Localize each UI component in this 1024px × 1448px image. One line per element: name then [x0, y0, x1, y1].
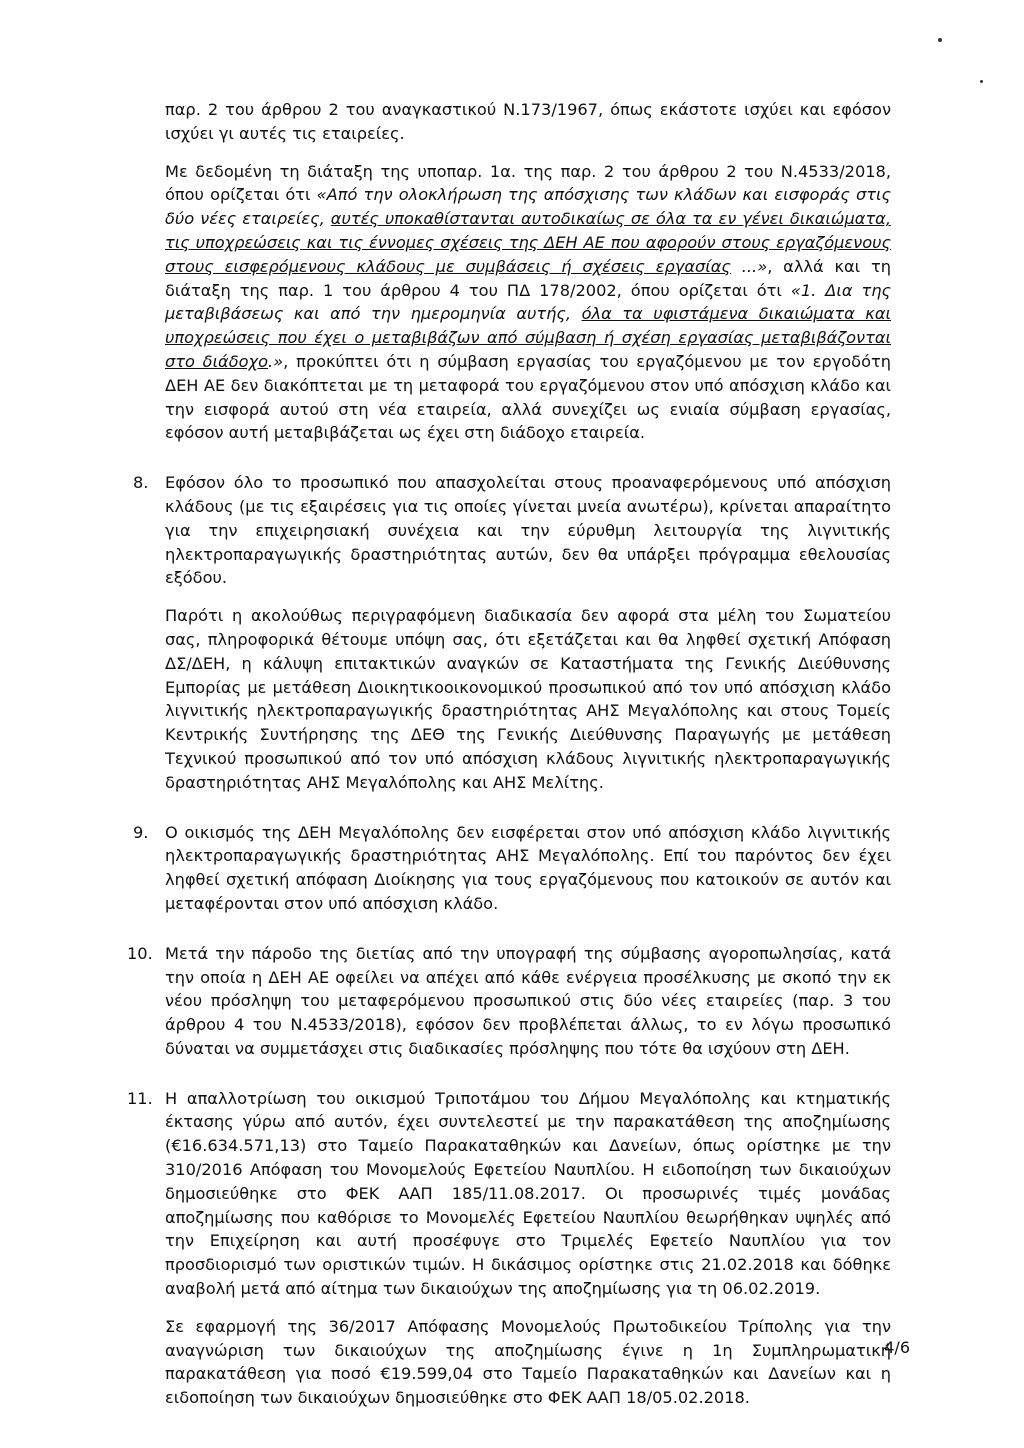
scan-speck: [938, 38, 942, 42]
law-quote-4533: «Από την ολοκλήρωση της απόσχισης των κλάδων και εισφοράς στις δύο νέες εταιρείες, αυτές υποκαθίστανται αυτοδικαίως σε όλα τα εν γένει δικαιώματα, τις υποχρεώσεις και τις έννομες σχέσεις της ΔΕΗ ΑΕ που αφορούν στους εργαζόμενους στους εισφερόμενους κλάδους με συμβάσεις ή σχέσεις εργασίας ...»: [165, 185, 892, 276]
item-paragraph: Σε εφαρμογή της 36/2017 Απόφασης Μονομελούς Πρωτοδικείου Τρίπολης για την αναγνώριση των δικαιούχων της αποζημίωσης έγινε η 1η Συμπληρωματική παρακατάθεση για ποσό €19.599,04 στο Ταμείο Παρακαταθηκών και Δανείων και η ειδοποίηση των δικαιούχων δημοσιεύθηκε στο ΦΕΚ ΑΑΠ 18/05.02.2018.: [165, 1316, 891, 1408]
intro-paragraph-1: παρ. 2 του άρθρου 2 του αναγκαστικού Ν.173/1967, όπως εκάστοτε ισχύει και εφόσον ισχύει γι αυτές τις εταιρείες.: [165, 100, 891, 143]
law-quote-4533-underlined: αυτές υποκαθίστανται αυτοδικαίως σε όλα τα εν γένει δικαιώματα, τις υποχρεώσεις και τις έννομες σχέσεις της ΔΕΗ ΑΕ που αφορούν στους εργαζόμενους στους εισφερόμενους κλάδους με συμβάσεις ή σχέσεις εργασίας: [165, 209, 891, 276]
numbered-item-9: [0, 821, 1024, 916]
item-paragraph: Ο οικισμός της ΔΕΗ Μεγαλόπολης δεν εισφέρεται στον υπό απόσχιση κλάδο λιγνιτικής ηλεκτροπαραγωγικής δραστηριότητας ΑΗΣ Μεγαλόπολης. Επί του παρόντος δεν έχει ληφθεί σχετική απόφαση Διοίκησης για τους εργαζόμενους που κατοικούν σε αυτόν και μεταφέρονται στον υπό απόσχιση κλάδο.: [165, 822, 891, 913]
item-number: 11.: [127, 1088, 153, 1108]
item-number: 8.: [133, 473, 149, 493]
intro-text: , αλλά και τη διάταξη της παρ. 1 του άρθρου 4 του ΠΔ 178/2002, όπου ορίζεται ότι: [165, 256, 891, 300]
law-quote-pd178: «1. Δια της μεταβιβάσεως και από την ημερομηνία αυτής, όλα τα υφιστάμενα δικαιώματα και υποχρεώσεις που έχει ο μεταβιβάζων από σύμβαση ή σχέση εργασίας μεταβιβάζονται στο διάδοχο.»: [165, 280, 891, 371]
document-body: [0, 98, 1024, 1410]
intro-paragraph-2: [165, 160, 891, 446]
item-paragraph: Εφόσον όλο το προσωπικό που απασχολείται στους προαναφερόμενους υπό απόσχιση κλάδους (με τις εξαιρέσεις για τις οποίες γίνεται μνεία ανωτέρω), κρίνεται απαραίτητο για την επιχειρησιακή συνέχεια και την εύρυθμη λειτουργία της λιγνιτικής ηλεκτροπαραγωγικής δραστηριότητας αυτών, δεν θα υπάρξει πρόγραμμα εθελουσίας εξόδου.: [165, 473, 891, 588]
numbered-item-11: [0, 1087, 1024, 1410]
scan-speck: [980, 80, 983, 83]
numbered-item-10: [0, 942, 1024, 1061]
numbered-item-8: [0, 471, 1024, 794]
item-paragraph: Η απαλλοτρίωση του οικισμού Τριποτάμου του Δήμου Μεγαλόπολης και κτηματικής έκτασης γύρω από αυτόν, έχει συντελεστεί με την παρακατάθεση της αποζημίωσης (€16.634.571,13) στο Ταμείο Παρακαταθηκών και Δανείων, όπως ορίστηκε με την 310/2016 Απόφαση του Μονομελούς Εφετείου Ναυπλίου. Η ειδοποίηση των δικαιούχων δημοσιεύθηκε στο ΦΕΚ ΑΑΠ 185/11.08.2017. Οι προσωρινές τιμές μονάδας αποζημίωσης που καθόρισε το Μονομελές Εφετείου Ναυπλίου θεωρήθηκαν υψηλές από την Επιχείρηση και αυτή προσέφυγε στο Τριμελές Εφετείο Ναυπλίου για τον προσδιορισμό των οριστικών τιμών. Η δικάσιμος ορίστηκε στις 21.02.2018 και δόθηκε αναβολή μετά από αίτημα των δικαιούχων της αποζημίωσης για τη 06.02.2019.: [165, 1088, 891, 1299]
item-paragraph: Μετά την πάροδο της διετίας από την υπογραφή της σύμβασης αγοροπωλησίας, κατά την οποία η ΔΕΗ ΑΕ οφείλει να απέχει από κάθε ενέργεια προσέλκυσης με σκοπό την εκ νέου πρόσληψη του μεταφερόμενου προσωπικού στις δύο νέες εταιρείες (παρ. 3 του άρθρου 4 του Ν.4533/2018), εφόσον δεν προβλέπεται άλλως, το εν λόγω προσωπικό δύναται να συμμετάσχει στις διαδικασίες πρόσληψης που τότε θα ισχύουν στη ΔΕΗ.: [165, 943, 891, 1058]
item-number: 9.: [133, 822, 149, 842]
item-number: 10.: [127, 943, 153, 963]
intro-text: Με δεδομένη τη διάταξη της υποπαρ. 1α. της παρ. 2 του άρθρου 2 του Ν.4533/2018, όπου ορίζεται ότι: [165, 161, 891, 205]
item-paragraph: Παρότι η ακολούθως περιγραφόμενη διαδικασία δεν αφορά στα μέλη του Σωματείου σας, πληροφορικά θέτουμε υπόψη σας, ότι εξετάζεται και θα ληφθεί σχετική Απόφαση ΔΣ/ΔΕΗ, η κάλυψη επιτακτικών αναγκών σε Καταστήματα της Γενικής Διεύθυνσης Εμπορίας με μετάθεση Διοικητικοοικονομικού προσωπικού από τον υπό απόσχιση κλάδο λιγνιτικής ηλεκτροπαραγωγικής δραστηριότητας ΑΗΣ Μεγαλόπολης και στους Τομείς Κεντρικής Συντήρησης της ΔΕΘ της Γενικής Διεύθυνσης Παραγωγής με μετάθεση Τεχνικού προσωπικού από τον υπό απόσχιση κλάδους λιγνιτικής ηλεκτροπαραγωγικής δραστηριότητας ΑΗΣ Μεγαλόπολης και ΑΗΣ Μελίτης.: [165, 606, 891, 792]
law-quote-pd178-underlined: όλα τα υφιστάμενα δικαιώματα και υποχρεώσεις που έχει ο μεταβιβάζων από σύμβαση ή σχέση εργασίας μεταβιβάζονται στο διάδοχο: [165, 304, 891, 371]
intro-text: , προκύπτει ότι η σύμβαση εργασίας του εργαζόμενου με τον εργοδότη ΔΕΗ ΑΕ δεν διακόπτεται με τη μεταφορά του εργαζόμενου στον υπό απόσχιση κλάδο και την εισφορά αυτού στη νέα εταιρεία, αλλά συνεχίζει ως ενιαία σύμβαση εργασίας, εφόσον αυτή μεταβιβάζεται ως έχει στη διάδοχο εταιρεία.: [165, 351, 891, 443]
page-number: 4/6: [884, 1338, 910, 1357]
